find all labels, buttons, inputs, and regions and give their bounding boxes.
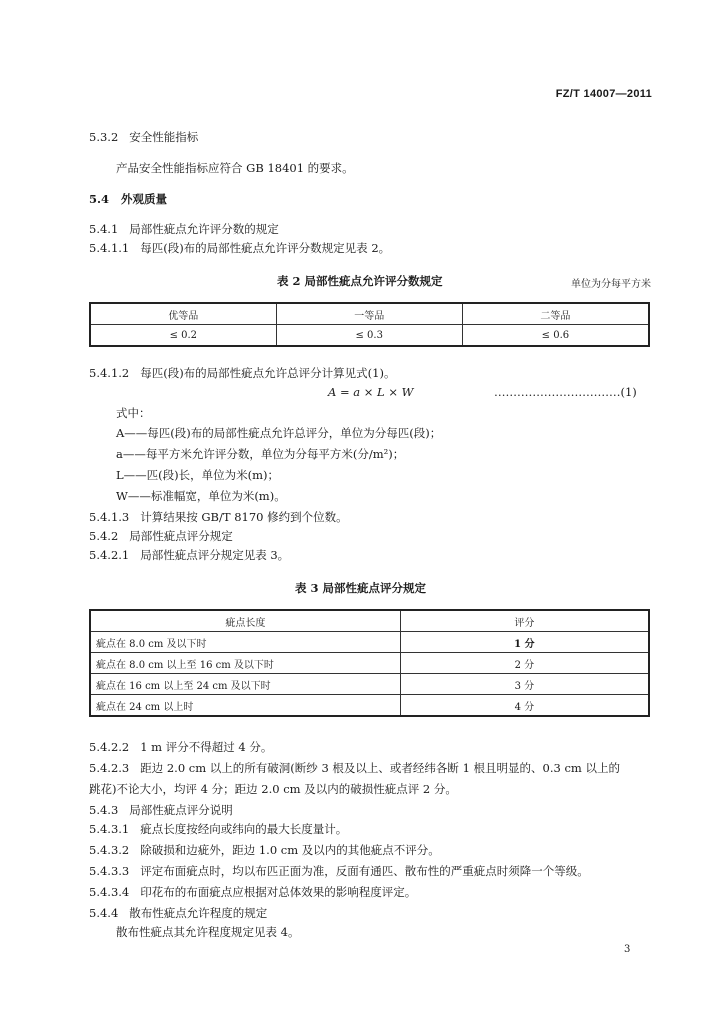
definition-line: a——每平方米允许评分数，单位为分每平方米(分/m²)； bbox=[116, 447, 405, 461]
definition-line: A——每匹(段)布的局部性疵点允许总评分，单位为分每匹(段)； bbox=[116, 426, 442, 440]
section-number: 5.4.3 bbox=[89, 803, 119, 817]
table-2 bbox=[89, 302, 650, 347]
definition-line: W——标准幅宽，单位为米(m)。 bbox=[116, 489, 286, 503]
table-row bbox=[90, 695, 649, 717]
section-text: 距边 2.0 cm 以上的所有破洞(断纱 3 根及以上、或者经纬各断 1 根且明显的、0.3 cm 以上的 bbox=[140, 761, 620, 775]
section-5-4-3-1 bbox=[89, 822, 347, 836]
section-title: 局部性疵点评分说明 bbox=[129, 803, 233, 817]
section-text: 每匹(段)布的局部性疵点允许总评分计算见式(1)。 bbox=[140, 366, 396, 380]
section-number: 5.4.3.4 bbox=[89, 885, 130, 899]
section-text: 印花布的布面疵点应根据对总体效果的影响程度评定。 bbox=[140, 885, 417, 899]
section-5-4-3-4 bbox=[89, 885, 416, 899]
table-2-caption: 表 2 局部性疵点允许评分数规定 bbox=[277, 274, 443, 288]
section-5-4-2-3 bbox=[89, 761, 620, 775]
section-text: 除破损和边疵外，距边 1.0 cm 及以内的其他疵点不评分。 bbox=[140, 843, 440, 857]
section-number: 5.4.1.2 bbox=[89, 366, 130, 380]
table-3 bbox=[89, 609, 650, 717]
definition-line: L——匹(段)长，单位为米(m)； bbox=[116, 468, 279, 482]
section-5-3-2-heading bbox=[89, 130, 198, 144]
table-2-unit: 单位为分每平方米 bbox=[571, 279, 651, 290]
table-cell: 疵点在 8.0 cm 及以下时 bbox=[90, 632, 400, 653]
table-header-cell: 疵点长度 bbox=[90, 610, 400, 632]
table-header-cell: 二等品 bbox=[462, 303, 649, 325]
section-title: 外观质量 bbox=[121, 192, 168, 206]
section-5-4-2-2 bbox=[89, 740, 272, 754]
section-title: 局部性疵点允许评分数的规定 bbox=[129, 222, 279, 236]
section-text: 局部性疵点评分规定见表 3。 bbox=[140, 548, 290, 562]
table-row bbox=[90, 674, 649, 695]
section-number: 5.4.2 bbox=[89, 529, 119, 543]
table-cell: 2 分 bbox=[400, 653, 649, 674]
section-number: 5.3.2 bbox=[89, 130, 119, 144]
section-number: 5.4.3.1 bbox=[89, 822, 130, 836]
section-5-4-2 bbox=[89, 529, 233, 543]
table-row bbox=[90, 325, 649, 347]
table-cell: 疵点在 16 cm 以上至 24 cm 及以下时 bbox=[90, 674, 400, 695]
section-5-4-3-2 bbox=[89, 843, 440, 857]
section-number: 5.4.2.3 bbox=[89, 761, 130, 775]
table-header-cell: 评分 bbox=[400, 610, 649, 632]
section-number: 5.4.1 bbox=[89, 222, 119, 236]
table-cell: ≤ 0.6 bbox=[462, 325, 649, 347]
section-title: 局部性疵点评分规定 bbox=[129, 529, 233, 543]
section-5-4-1-2 bbox=[89, 366, 395, 380]
table-cell: 4 分 bbox=[400, 695, 649, 717]
section-5-3-2-body: 产品安全性能指标应符合 GB 18401 的要求。 bbox=[116, 161, 354, 175]
section-number: 5.4.2.1 bbox=[89, 548, 130, 562]
section-number: 5.4.1.1 bbox=[89, 241, 130, 255]
section-5-4-1 bbox=[89, 222, 279, 236]
table-cell: ≤ 0.3 bbox=[276, 325, 462, 347]
page-number: 3 bbox=[624, 944, 631, 955]
section-text: 计算结果按 GB/T 8170 修约到个位数。 bbox=[140, 510, 348, 524]
table-row bbox=[90, 653, 649, 674]
table-header-row bbox=[90, 610, 649, 632]
section-5-4-3-3 bbox=[89, 864, 589, 878]
table-header-cell: 优等品 bbox=[90, 303, 276, 325]
section-5-4-1-1 bbox=[89, 241, 390, 255]
table-row bbox=[90, 632, 649, 653]
table-cell: ≤ 0.2 bbox=[90, 325, 276, 347]
table-cell: 疵点在 8.0 cm 以上至 16 cm 及以下时 bbox=[90, 653, 400, 674]
section-title: 散布性疵点允许程度的规定 bbox=[129, 906, 268, 920]
table-header-cell: 一等品 bbox=[276, 303, 462, 325]
section-5-4-4-body: 散布性疵点其允许程度规定见表 4。 bbox=[116, 925, 300, 939]
section-text: 疵点长度按经向或纬向的最大长度量计。 bbox=[140, 822, 348, 836]
section-5-4-1-3 bbox=[89, 510, 348, 524]
where-label: 式中： bbox=[116, 406, 151, 420]
table-cell: 疵点在 24 cm 以上时 bbox=[90, 695, 400, 717]
section-title: 安全性能指标 bbox=[129, 130, 199, 144]
section-5-4-heading bbox=[89, 192, 167, 206]
section-number: 5.4.4 bbox=[89, 906, 119, 920]
section-text: 1 m 评分不得超过 4 分。 bbox=[140, 740, 273, 754]
section-number: 5.4.3.3 bbox=[89, 864, 130, 878]
section-5-4-3 bbox=[89, 803, 233, 817]
section-number: 5.4 bbox=[89, 192, 110, 206]
formula: A = a × L × W bbox=[328, 385, 414, 399]
table-cell: 3 分 bbox=[400, 674, 649, 695]
section-5-4-4 bbox=[89, 906, 267, 920]
section-text: 每匹(段)布的局部性疵点允许评分数规定见表 2。 bbox=[140, 241, 391, 255]
formula-tag: ……………………………(1) bbox=[494, 385, 637, 399]
table-3-caption: 表 3 局部性疵点评分规定 bbox=[295, 581, 427, 595]
table-header-row bbox=[90, 303, 649, 325]
standard-number: FZ/T 14007—2011 bbox=[555, 88, 652, 100]
section-number: 5.4.1.3 bbox=[89, 510, 130, 524]
table-cell: 1 分 bbox=[400, 632, 649, 653]
section-text: 评定布面疵点时，均以布匹正面为准，反面有通匹、散布性的严重疵点时须降一个等级。 bbox=[140, 864, 589, 878]
section-5-4-2-3-continued: 跳花)不论大小，均评 4 分；距边 2.0 cm 及以内的破损性疵点评 2 分。 bbox=[89, 782, 457, 796]
section-number: 5.4.3.2 bbox=[89, 843, 130, 857]
section-number: 5.4.2.2 bbox=[89, 740, 130, 754]
section-5-4-2-1 bbox=[89, 548, 289, 562]
